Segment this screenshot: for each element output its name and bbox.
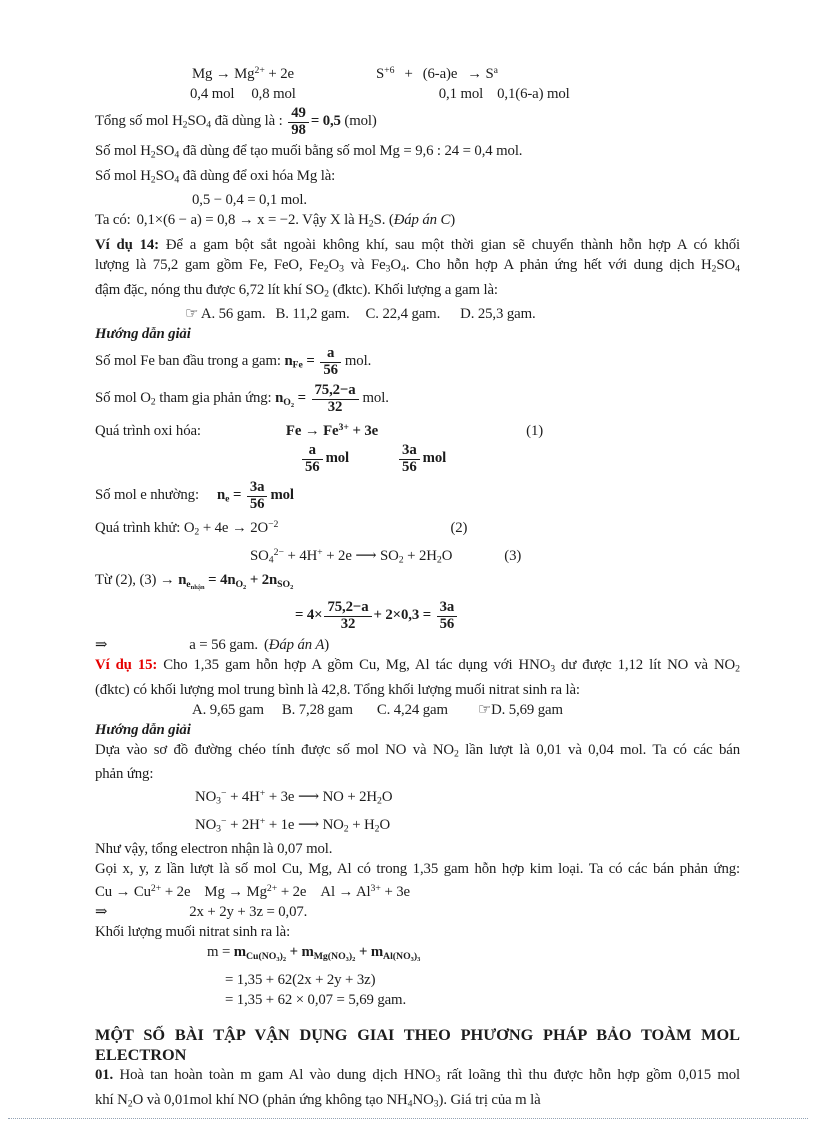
- h-spacer: [190, 895, 204, 896]
- h-spacer: [361, 401, 363, 402]
- hand-pointer-icon: ☞: [477, 701, 492, 718]
- doc-line-38: = 1,35 + 62 × 0,07 = 5,69 gam.: [95, 990, 740, 1010]
- doc-line-28: phản ứng:: [95, 766, 154, 783]
- h-spacer: [95, 983, 225, 984]
- h-spacer: [264, 713, 282, 714]
- h-spacer: [95, 1003, 225, 1004]
- document-content: [95, 61, 740, 1114]
- doc-line-6: 0,5 − 0,4 = 0,1 mol.: [95, 190, 740, 210]
- doc-line-2: 0,4 mol 0,8 mol 0,1 mol 0,1(6-a) mol: [95, 84, 740, 104]
- h-spacer: [457, 77, 467, 78]
- h-spacer: [258, 648, 264, 649]
- doc-line-36: $m = m_{Cu(NO_3)_2} + m_{Mg(NO_3)_2} + m_{Al(NO_3)_3}$: [95, 942, 740, 970]
- doc-line-39: MỘT SỐ BÀI TẬP VẬN DỤNG GIAI THEO PHƯƠNG PHÁP BẢO TOÀM MOL ELECTRON: [95, 1024, 740, 1064]
- doc-line-20: Từ (2), $(3) \to n_{e_{nhận}} = 4n_{O_2} + 2n_{SO_2}$: [95, 572, 294, 591]
- h-spacer: [95, 618, 295, 619]
- doc-line-35: Khối lượng muối nitrat sinh ra là:: [95, 924, 291, 941]
- h-spacer: [199, 498, 217, 499]
- doc-line-29: $NO_3^- + 4H^+ + 3e$ ⟶ NO + $2H_2O$: [95, 784, 740, 812]
- h-spacer: [378, 434, 526, 435]
- fraction: $\frac{75,2-a}{32}$: [324, 600, 371, 633]
- doc-line-3: Tổng số mol $H_2SO_4$ đã dùng là : $\frac{49}{98}$ = 0,5 (mol): [95, 104, 377, 138]
- h-spacer: [234, 97, 251, 98]
- doc-line-15: Quá trình oxi hóa: $Fe \to Fe^{3+} + 3e$ (1): [95, 422, 544, 440]
- fraction: $\frac{3a}{56}$: [399, 443, 420, 476]
- h-spacer: [95, 955, 207, 956]
- fraction: $\frac{a}{56}$: [302, 443, 323, 476]
- h-spacer: [440, 317, 460, 318]
- doc-line-11: ☞ A. 56 gam. B. 11,2 gam. C. 22,4 gam. D. 25,3 gam.: [95, 304, 740, 324]
- h-spacer: [296, 97, 439, 98]
- h-spacer: [353, 713, 377, 714]
- doc-line-17: Số mol e nhường: $n_e$ = $\frac{3a}{56}$ mol: [95, 479, 294, 513]
- doc-line-13: Số mol Fe ban đầu trong a gam: $n_{Fe}$ = $\frac{a}{56}$ mol.: [95, 345, 372, 379]
- doc-line-22: ⇒ a = 56 gam. (Đáp án A): [95, 636, 330, 653]
- h-spacer: [95, 828, 195, 829]
- doc-line-30: $NO_3^- + 2H^+ + 1e$ ⟶ $NO_2 + H_2O$: [95, 812, 740, 840]
- h-spacer: [448, 713, 478, 714]
- h-spacer: [201, 434, 286, 435]
- doc-line-5: Số mol $H_2SO_4$ đã dùng để oxi hóa Mg là:: [95, 167, 336, 186]
- h-spacer: [107, 915, 189, 916]
- h-spacer: [95, 317, 185, 318]
- h-spacer: [278, 531, 450, 532]
- doc-line-25: A. 9,65 gam B. 7,28 gam C. 4,24 gam ☞D. 5,69 gam: [95, 700, 740, 720]
- fraction: $\frac{49}{98}$: [288, 106, 309, 139]
- h-spacer: [349, 461, 397, 462]
- hand-pointer-icon: ☞: [185, 306, 199, 323]
- h-spacer: [394, 77, 404, 78]
- doc-line-14: Số mol $O_2$ tham gia phản ứng: $n_{O_2}$ = $\frac{75,2-a}{32}$ mol.: [95, 382, 389, 416]
- doc-line-16: $\frac{a}{56}$ mol $\frac{3a}{56}$ mol: [95, 441, 740, 478]
- h-spacer: [95, 800, 195, 801]
- h-spacer: [413, 77, 423, 78]
- h-spacer: [107, 648, 189, 649]
- fraction: $\frac{3a}{56}$: [437, 600, 458, 633]
- doc-line-26: Hướng dẫn giải: [95, 721, 191, 738]
- h-spacer: [350, 317, 366, 318]
- doc-line-1: $Mg \to Mg^{2+} + 2e$ $S^{+6} + (6-a)e \to S^a$: [95, 61, 740, 84]
- h-spacer: [294, 77, 376, 78]
- doc-line-21: = 4× $\frac{75,2-a}{32}$ + 2×0,3 = $\frac{3a}{56}$: [95, 598, 740, 635]
- doc-line-31: Như vậy, tổng electron nhận là 0,07 mol.: [95, 841, 333, 858]
- doc-line-27: Dựa vào sơ đồ đường chéo tính được số mol NO và $NO_2$ lần lượt là 0,01 và 0,04 mol. Ta có các bán: [95, 741, 740, 760]
- doc-line-32: Gọi x, y, z lần lượt là số mol Cu, Mg, Al có trong 1,35 gam hỗn hợp kim loại. Ta có các bán phản ứng:: [95, 861, 740, 878]
- h-spacer: [306, 895, 320, 896]
- doc-line-10: đậm đặc, nóng thu được 6,72 lít khí $SO_2$ (đktc). Khối lượng a gam là:: [95, 281, 498, 300]
- doc-line-24: (đktc) có khối lượng mol trung bình là 42,8. Tổng khối lượng muối nitrat sinh ra là:: [95, 681, 580, 698]
- h-spacer: [265, 317, 275, 318]
- h-spacer: [95, 97, 190, 98]
- doc-line-19: $SO_4^{2-} + 4H^+ + 2e$ ⟶ $SO_2 + 2H_2O$ (3): [95, 543, 740, 571]
- h-spacer: [131, 223, 137, 224]
- h-spacer: [95, 77, 192, 78]
- h-spacer: [95, 713, 192, 714]
- h-spacer: [95, 559, 250, 560]
- doc-line-34: ⇒ 2x + 2y + 3z = 0,07.: [95, 904, 308, 921]
- doc-line-9: lượng là 75,2 gam gồm Fe, FeO, $Fe_2O_3$ và $Fe_3O_4$. Cho hỗn hợp A phản ứng hết với dung dịch $H_2SO_4$: [95, 257, 740, 275]
- doc-line-8: Ví dụ 14: Để a gam bột sắt ngoài không khí, sau một thời gian sẽ chuyển thành hỗn hợp A có khối: [95, 237, 740, 254]
- doc-line-18: Quá trình khử: $O_2 + 4e \to 2O^{-2}$ (2): [95, 519, 468, 538]
- fraction: $\frac{75,2-a}{32}$: [312, 383, 359, 416]
- doc-line-37: = 1,35 + 62(2x + 2y + 3z): [95, 970, 740, 990]
- h-spacer: [343, 364, 345, 365]
- doc-line-7: Ta có: 0,1×(6 − a) = 0,8 → x = −2. Vậy X là $H_2S$. (Đáp án C): [95, 212, 456, 231]
- doc-line-40: 01. Hoà tan hoàn toàn m gam Al vào dung dịch $HNO_3$ rất loãng thì thu được hỗn hợp gồm 0,015 mol: [95, 1066, 740, 1085]
- doc-line-4: Số mol $H_2SO_4$ đã dùng để tạo muối bằng số mol Mg = 9,6 : 24 = 0,4 mol.: [95, 142, 523, 161]
- fraction: $\frac{a}{56}$: [320, 346, 341, 379]
- doc-line-23: Ví dụ 15: Cho 1,35 gam hỗn hợp A gồm Cu, Mg, Al tác dụng với $HNO_3$ dư được 1,12 lít NO và $NO_2$: [95, 656, 740, 675]
- h-spacer: [452, 559, 504, 560]
- h-spacer: [483, 97, 497, 98]
- doc-line-12: Hướng dẫn giải: [95, 326, 191, 343]
- page-break-dotted-line: [8, 1118, 808, 1119]
- h-spacer: [95, 203, 192, 204]
- h-spacer: [95, 461, 300, 462]
- fraction: $\frac{3a}{56}$: [247, 480, 268, 513]
- doc-line-41: khí $N_2O$ và 0,01mol khí NO (phản ứng không tạo $NH_4NO_3$). Giá trị của m là: [95, 1091, 541, 1110]
- doc-line-33: $Cu \to Cu^{2+} + 2e$ $Mg \to Mg^{2+} + 2e$ $Al \to Al^{3+} + 3e$: [95, 883, 411, 901]
